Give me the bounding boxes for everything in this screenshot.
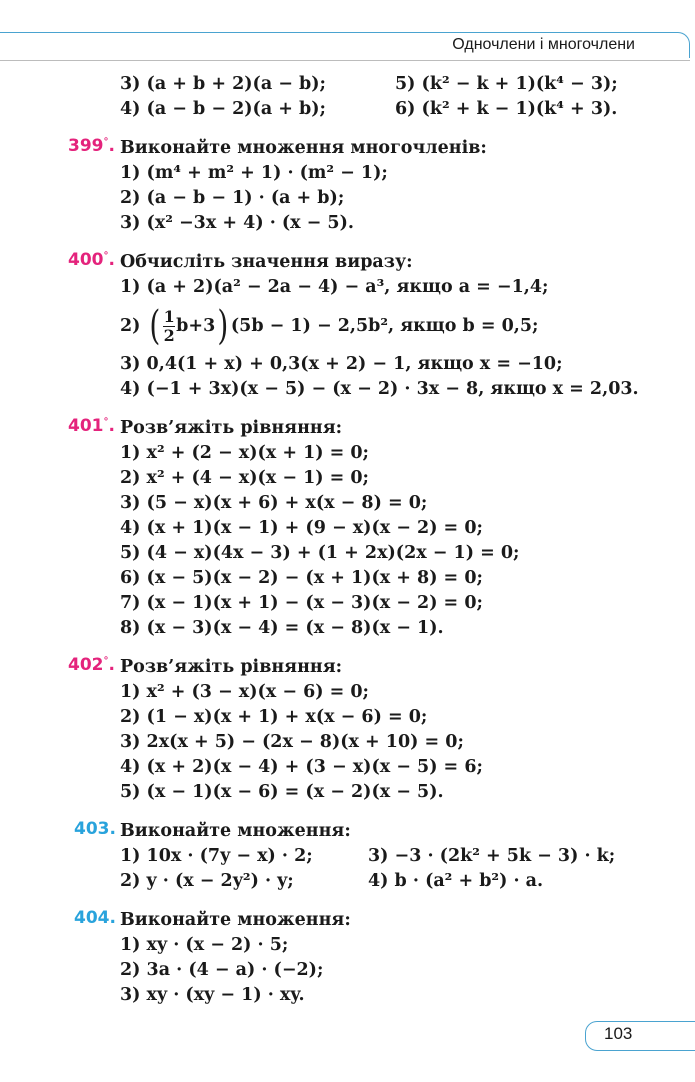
problem-item: 7) (x − 1)(x + 1) − (x − 3)(x − 2) = 0; [120,593,483,613]
problem-item: 3) xy · (xy − 1) · xy. [120,985,305,1005]
problem-item: 1) (m⁴ + m² + 1) · (m² − 1); [120,163,388,183]
exercise-number: 404. [74,908,116,928]
running-header-title: Одночлени і многочлени [452,36,635,53]
problem-item: 8) (x − 3)(x − 4) = (x − 8)(x − 1). [120,618,444,638]
problem-item-fraction: 2) ( $\frac{1}{2}$ b+3 ) (5b − 1) − 2,5b², якщо b = 0,5; [120,303,539,349]
problem-item: 3) (5 − x)(x + 6) + x(x − 8) = 0; [120,493,428,513]
exercise-continuation [0,72,695,122]
fraction [163,308,175,345]
left-paren: ( [148,303,160,349]
problem-item: 3) (a + b + 2)(a − b); [120,74,327,94]
problem-item: 1) x² + (2 − x)(x + 1) = 0; [120,443,370,463]
problem-item: 4) (x + 2)(x − 4) + (3 − x)(x − 5) = 6; [120,757,483,777]
exercise-number: 403. [74,819,116,839]
exercise-399 [0,136,695,236]
problem-item: 2) (a − b − 1) · (a + b); [120,188,345,208]
problem-item: 2) 3a · (4 − a) · (−2); [120,960,324,980]
problem-item: 2) (1 − x)(x + 1) + x(x − 6) = 0; [120,707,428,727]
problem-item: 3) 2x(x + 5) − (2x − 8)(x + 10) = 0; [120,732,464,752]
exercise-401 [0,416,695,641]
exercise-number: 400°. [68,250,115,270]
header-divider [0,60,690,61]
problem-item: 6) (x − 5)(x − 2) − (x + 1)(x + 8) = 0; [120,568,483,588]
problem-item: 4) (a − b − 2)(a + b); [120,99,327,119]
problem-item: 3) −3 · (2k² + 5k − 3) · k; [368,846,616,866]
problem-item: 1) x² + (3 − x)(x − 6) = 0; [120,682,370,702]
problem-item: 1) (a + 2)(a² − 2a − 4) − a³, якщо a = −1,4; [120,277,549,297]
problem-row [120,869,695,894]
problem-item: 1) xy · (x − 2) · 5; [120,935,289,955]
exercise-number: 402°. [68,655,115,675]
problem-item: 4) b · (a² + b²) · a. [368,871,544,891]
expression-tail: (5b − 1) − 2,5b², якщо b = 0,5; [230,315,539,336]
exercise-number: 399°. [68,136,115,156]
exercise-403 [0,819,695,894]
problem-row [120,844,695,869]
problem-item: 3) (x² −3x + 4) · (x − 5). [120,213,354,233]
exercise-title: Обчисліть значення виразу: [120,252,413,272]
problem-item: 5) (k² − k + 1)(k⁴ − 3); [395,74,618,94]
exercise-title: Розв’яжіть рівняння: [120,657,343,677]
exercise-404 [0,908,695,1008]
page-number: 103 [604,1024,633,1043]
problem-item: 4) (x + 1)(x − 1) + (9 − x)(x − 2) = 0; [120,518,483,538]
fraction-denominator: 2 [163,325,175,345]
problem-row [120,72,695,97]
problem-item: 1) 10x · (7y − x) · 2; [120,846,313,866]
problem-item: 2) x² + (4 − x)(x − 1) = 0; [120,468,370,488]
exercise-number: 401°. [68,416,115,436]
problem-item: 3) 0,4(1 + x) + 0,3(x + 2) − 1, якщо x = −10; [120,354,563,374]
problem-item: 2) y · (x − 2y²) · y; [120,871,294,891]
exercise-402 [0,655,695,805]
exercise-title: Виконайте множення многочленів: [120,138,487,158]
problem-row [120,97,695,122]
problem-item: 5) (x − 1)(x − 6) = (x − 2)(x − 5). [120,782,444,802]
page-number-frame [585,1021,695,1051]
problem-item: 5) (4 − x)(4x − 3) + (1 + 2x)(2x − 1) = 0; [120,543,520,563]
exercise-title: Розв’яжіть рівняння: [120,418,343,438]
exercise-title: Виконайте множення: [120,910,351,930]
exercise-title: Виконайте множення: [120,821,351,841]
problem-item: 4) (−1 + 3x)(x − 5) − (x − 2) · 3x − 8, якщо x = 2,03. [120,379,639,399]
exercise-400 [0,250,695,402]
page-content [0,72,695,1022]
fraction-tail: b+3 [176,315,216,336]
fraction-numerator: 1 [163,306,175,326]
problem-item: 6) (k² + k − 1)(k⁴ + 3). [395,99,618,119]
right-paren: ) [217,303,229,349]
